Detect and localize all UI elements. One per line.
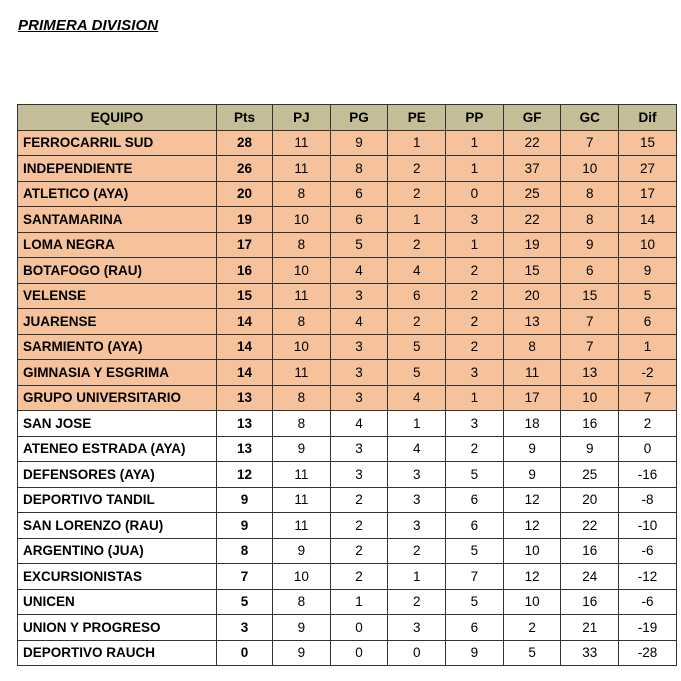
gc-cell: 21 bbox=[561, 615, 619, 641]
table-row bbox=[18, 411, 677, 437]
pp-cell: 2 bbox=[446, 436, 504, 462]
team-cell: ATLETICO (AYA) bbox=[18, 181, 217, 207]
pts-cell: 14 bbox=[217, 309, 273, 335]
pe-cell: 3 bbox=[388, 462, 446, 488]
pp-cell: 3 bbox=[446, 360, 504, 386]
column-header-pg: PG bbox=[330, 105, 388, 131]
team-cell: SANTAMARINA bbox=[18, 207, 217, 233]
gf-cell: 8 bbox=[503, 334, 561, 360]
pe-cell: 2 bbox=[388, 309, 446, 335]
gc-cell: 7 bbox=[561, 130, 619, 156]
pg-cell: 6 bbox=[330, 207, 388, 233]
pe-cell: 6 bbox=[388, 283, 446, 309]
gf-cell: 2 bbox=[503, 615, 561, 641]
gf-cell: 22 bbox=[503, 130, 561, 156]
standings-body bbox=[18, 130, 677, 666]
pts-cell: 20 bbox=[217, 181, 273, 207]
team-cell: SARMIENTO (AYA) bbox=[18, 334, 217, 360]
pp-cell: 5 bbox=[446, 538, 504, 564]
pg-cell: 2 bbox=[330, 564, 388, 590]
table-row bbox=[18, 538, 677, 564]
pts-cell: 8 bbox=[217, 538, 273, 564]
pj-cell: 8 bbox=[273, 385, 331, 411]
pe-cell: 1 bbox=[388, 411, 446, 437]
gc-cell: 33 bbox=[561, 640, 619, 666]
pg-cell: 3 bbox=[330, 385, 388, 411]
pp-cell: 1 bbox=[446, 232, 504, 258]
pp-cell: 6 bbox=[446, 487, 504, 513]
pg-cell: 2 bbox=[330, 487, 388, 513]
pg-cell: 0 bbox=[330, 615, 388, 641]
dif-cell: 0 bbox=[619, 436, 677, 462]
pts-cell: 0 bbox=[217, 640, 273, 666]
pe-cell: 4 bbox=[388, 436, 446, 462]
gf-cell: 20 bbox=[503, 283, 561, 309]
standings-table bbox=[17, 104, 677, 666]
pp-cell: 5 bbox=[446, 462, 504, 488]
dif-cell: 2 bbox=[619, 411, 677, 437]
pg-cell: 3 bbox=[330, 334, 388, 360]
pts-cell: 19 bbox=[217, 207, 273, 233]
pts-cell: 17 bbox=[217, 232, 273, 258]
dif-cell: 6 bbox=[619, 309, 677, 335]
pts-cell: 9 bbox=[217, 513, 273, 539]
pj-cell: 11 bbox=[273, 283, 331, 309]
team-cell: FERROCARRIL SUD bbox=[18, 130, 217, 156]
team-cell: BOTAFOGO (RAU) bbox=[18, 258, 217, 284]
dif-cell: 9 bbox=[619, 258, 677, 284]
column-header-dif: Dif bbox=[619, 105, 677, 131]
gc-cell: 25 bbox=[561, 462, 619, 488]
pp-cell: 7 bbox=[446, 564, 504, 590]
pp-cell: 6 bbox=[446, 615, 504, 641]
pp-cell: 0 bbox=[446, 181, 504, 207]
pts-cell: 26 bbox=[217, 156, 273, 182]
gc-cell: 8 bbox=[561, 207, 619, 233]
team-cell: DEPORTIVO TANDIL bbox=[18, 487, 217, 513]
pg-cell: 8 bbox=[330, 156, 388, 182]
pe-cell: 2 bbox=[388, 232, 446, 258]
pg-cell: 2 bbox=[330, 513, 388, 539]
dif-cell: -2 bbox=[619, 360, 677, 386]
team-cell: UNICEN bbox=[18, 589, 217, 615]
dif-cell: -6 bbox=[619, 589, 677, 615]
table-row bbox=[18, 130, 677, 156]
team-cell: VELENSE bbox=[18, 283, 217, 309]
table-row bbox=[18, 309, 677, 335]
table-row bbox=[18, 462, 677, 488]
table-row bbox=[18, 564, 677, 590]
pe-cell: 4 bbox=[388, 385, 446, 411]
team-cell: ARGENTINO (JUA) bbox=[18, 538, 217, 564]
pp-cell: 1 bbox=[446, 156, 504, 182]
pg-cell: 1 bbox=[330, 589, 388, 615]
pj-cell: 8 bbox=[273, 232, 331, 258]
table-row bbox=[18, 640, 677, 666]
dif-cell: 5 bbox=[619, 283, 677, 309]
column-header-pts: Pts bbox=[217, 105, 273, 131]
pp-cell: 6 bbox=[446, 513, 504, 539]
gf-cell: 37 bbox=[503, 156, 561, 182]
pe-cell: 2 bbox=[388, 589, 446, 615]
pe-cell: 2 bbox=[388, 156, 446, 182]
page-title: PRIMERA DIVISION bbox=[18, 17, 159, 34]
gc-cell: 22 bbox=[561, 513, 619, 539]
pj-cell: 10 bbox=[273, 207, 331, 233]
pg-cell: 0 bbox=[330, 640, 388, 666]
gf-cell: 12 bbox=[503, 564, 561, 590]
team-cell: ATENEO ESTRADA (AYA) bbox=[18, 436, 217, 462]
pg-cell: 4 bbox=[330, 309, 388, 335]
dif-cell: 1 bbox=[619, 334, 677, 360]
pg-cell: 4 bbox=[330, 258, 388, 284]
pe-cell: 1 bbox=[388, 130, 446, 156]
pe-cell: 4 bbox=[388, 258, 446, 284]
gc-cell: 10 bbox=[561, 385, 619, 411]
pg-cell: 5 bbox=[330, 232, 388, 258]
pts-cell: 12 bbox=[217, 462, 273, 488]
pe-cell: 0 bbox=[388, 640, 446, 666]
table-row bbox=[18, 513, 677, 539]
pj-cell: 11 bbox=[273, 360, 331, 386]
gf-cell: 19 bbox=[503, 232, 561, 258]
team-cell: GIMNASIA Y ESGRIMA bbox=[18, 360, 217, 386]
pj-cell: 8 bbox=[273, 589, 331, 615]
pg-cell: 3 bbox=[330, 436, 388, 462]
pj-cell: 9 bbox=[273, 615, 331, 641]
pp-cell: 1 bbox=[446, 385, 504, 411]
dif-cell: 27 bbox=[619, 156, 677, 182]
gf-cell: 17 bbox=[503, 385, 561, 411]
gf-cell: 12 bbox=[503, 513, 561, 539]
gc-cell: 8 bbox=[561, 181, 619, 207]
gf-cell: 25 bbox=[503, 181, 561, 207]
pe-cell: 1 bbox=[388, 207, 446, 233]
pts-cell: 13 bbox=[217, 436, 273, 462]
table-row bbox=[18, 258, 677, 284]
pts-cell: 16 bbox=[217, 258, 273, 284]
team-cell: INDEPENDIENTE bbox=[18, 156, 217, 182]
pj-cell: 9 bbox=[273, 640, 331, 666]
pp-cell: 2 bbox=[446, 258, 504, 284]
gf-cell: 12 bbox=[503, 487, 561, 513]
gf-cell: 18 bbox=[503, 411, 561, 437]
gf-cell: 13 bbox=[503, 309, 561, 335]
gc-cell: 9 bbox=[561, 436, 619, 462]
table-row bbox=[18, 334, 677, 360]
team-cell: SAN LORENZO (RAU) bbox=[18, 513, 217, 539]
pj-cell: 11 bbox=[273, 156, 331, 182]
pg-cell: 2 bbox=[330, 538, 388, 564]
table-row bbox=[18, 207, 677, 233]
pg-cell: 6 bbox=[330, 181, 388, 207]
dif-cell: -19 bbox=[619, 615, 677, 641]
pe-cell: 2 bbox=[388, 538, 446, 564]
dif-cell: 17 bbox=[619, 181, 677, 207]
column-header-pj: PJ bbox=[273, 105, 331, 131]
dif-cell: -10 bbox=[619, 513, 677, 539]
pts-cell: 13 bbox=[217, 385, 273, 411]
gc-cell: 6 bbox=[561, 258, 619, 284]
pe-cell: 2 bbox=[388, 181, 446, 207]
gc-cell: 16 bbox=[561, 589, 619, 615]
pp-cell: 2 bbox=[446, 309, 504, 335]
pj-cell: 11 bbox=[273, 130, 331, 156]
gc-cell: 24 bbox=[561, 564, 619, 590]
pg-cell: 4 bbox=[330, 411, 388, 437]
team-cell: DEPORTIVO RAUCH bbox=[18, 640, 217, 666]
gc-cell: 16 bbox=[561, 411, 619, 437]
table-row bbox=[18, 436, 677, 462]
pts-cell: 3 bbox=[217, 615, 273, 641]
pts-cell: 5 bbox=[217, 589, 273, 615]
column-header-gf: GF bbox=[503, 105, 561, 131]
table-row bbox=[18, 589, 677, 615]
dif-cell: 14 bbox=[619, 207, 677, 233]
gc-cell: 13 bbox=[561, 360, 619, 386]
pj-cell: 10 bbox=[273, 564, 331, 590]
gc-cell: 20 bbox=[561, 487, 619, 513]
table-row bbox=[18, 156, 677, 182]
dif-cell: -16 bbox=[619, 462, 677, 488]
pj-cell: 10 bbox=[273, 334, 331, 360]
team-cell: DEFENSORES (AYA) bbox=[18, 462, 217, 488]
pe-cell: 5 bbox=[388, 334, 446, 360]
pts-cell: 13 bbox=[217, 411, 273, 437]
gf-cell: 10 bbox=[503, 538, 561, 564]
gf-cell: 5 bbox=[503, 640, 561, 666]
pj-cell: 8 bbox=[273, 181, 331, 207]
pj-cell: 8 bbox=[273, 309, 331, 335]
team-cell: UNION Y PROGRESO bbox=[18, 615, 217, 641]
table-row bbox=[18, 283, 677, 309]
column-header-pp: PP bbox=[446, 105, 504, 131]
gc-cell: 15 bbox=[561, 283, 619, 309]
gc-cell: 10 bbox=[561, 156, 619, 182]
gf-cell: 9 bbox=[503, 462, 561, 488]
table-row bbox=[18, 232, 677, 258]
table-row bbox=[18, 385, 677, 411]
pj-cell: 9 bbox=[273, 538, 331, 564]
pe-cell: 3 bbox=[388, 513, 446, 539]
team-cell: JUARENSE bbox=[18, 309, 217, 335]
team-cell: SAN JOSE bbox=[18, 411, 217, 437]
pe-cell: 3 bbox=[388, 487, 446, 513]
pj-cell: 9 bbox=[273, 436, 331, 462]
gc-cell: 16 bbox=[561, 538, 619, 564]
table-row bbox=[18, 360, 677, 386]
pg-cell: 3 bbox=[330, 283, 388, 309]
pg-cell: 3 bbox=[330, 462, 388, 488]
pg-cell: 9 bbox=[330, 130, 388, 156]
dif-cell: -12 bbox=[619, 564, 677, 590]
team-cell: EXCURSIONISTAS bbox=[18, 564, 217, 590]
gf-cell: 11 bbox=[503, 360, 561, 386]
table-row bbox=[18, 615, 677, 641]
dif-cell: -28 bbox=[619, 640, 677, 666]
pe-cell: 1 bbox=[388, 564, 446, 590]
pj-cell: 11 bbox=[273, 487, 331, 513]
pp-cell: 9 bbox=[446, 640, 504, 666]
gf-cell: 22 bbox=[503, 207, 561, 233]
pts-cell: 28 bbox=[217, 130, 273, 156]
team-cell: GRUPO UNIVERSITARIO bbox=[18, 385, 217, 411]
table-row bbox=[18, 487, 677, 513]
pts-cell: 14 bbox=[217, 334, 273, 360]
table-header-row bbox=[18, 105, 677, 131]
gc-cell: 9 bbox=[561, 232, 619, 258]
pp-cell: 2 bbox=[446, 334, 504, 360]
pts-cell: 15 bbox=[217, 283, 273, 309]
gc-cell: 7 bbox=[561, 334, 619, 360]
pg-cell: 3 bbox=[330, 360, 388, 386]
column-header-equipo: EQUIPO bbox=[18, 105, 217, 131]
pj-cell: 11 bbox=[273, 513, 331, 539]
dif-cell: 10 bbox=[619, 232, 677, 258]
pj-cell: 10 bbox=[273, 258, 331, 284]
pts-cell: 7 bbox=[217, 564, 273, 590]
column-header-pe: PE bbox=[388, 105, 446, 131]
pj-cell: 8 bbox=[273, 411, 331, 437]
pp-cell: 3 bbox=[446, 207, 504, 233]
gc-cell: 7 bbox=[561, 309, 619, 335]
pe-cell: 5 bbox=[388, 360, 446, 386]
column-header-gc: GC bbox=[561, 105, 619, 131]
gf-cell: 10 bbox=[503, 589, 561, 615]
pts-cell: 14 bbox=[217, 360, 273, 386]
pp-cell: 5 bbox=[446, 589, 504, 615]
pe-cell: 3 bbox=[388, 615, 446, 641]
dif-cell: 15 bbox=[619, 130, 677, 156]
pp-cell: 3 bbox=[446, 411, 504, 437]
pts-cell: 9 bbox=[217, 487, 273, 513]
gf-cell: 9 bbox=[503, 436, 561, 462]
team-cell: LOMA NEGRA bbox=[18, 232, 217, 258]
dif-cell: -8 bbox=[619, 487, 677, 513]
pp-cell: 1 bbox=[446, 130, 504, 156]
dif-cell: -6 bbox=[619, 538, 677, 564]
pj-cell: 11 bbox=[273, 462, 331, 488]
gf-cell: 15 bbox=[503, 258, 561, 284]
table-row bbox=[18, 181, 677, 207]
dif-cell: 7 bbox=[619, 385, 677, 411]
pp-cell: 2 bbox=[446, 283, 504, 309]
